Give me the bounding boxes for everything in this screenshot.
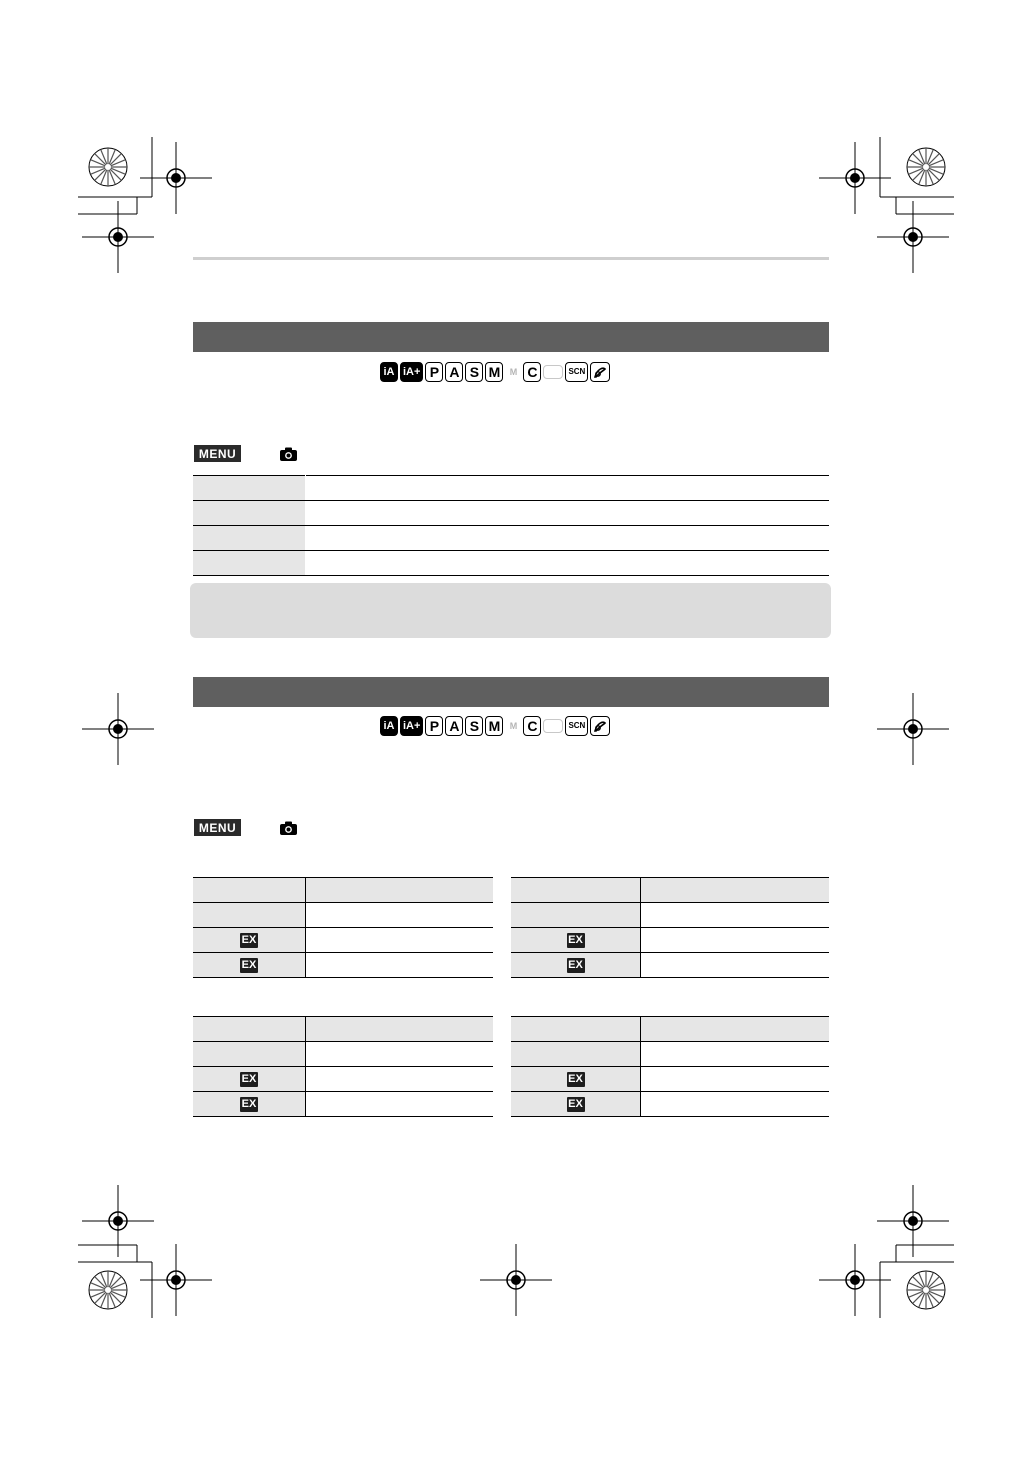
table-row xyxy=(193,476,829,501)
table-cell xyxy=(511,903,641,928)
table-cell xyxy=(306,1042,494,1067)
crop-mark-bottom-right xyxy=(819,1185,954,1318)
table-header-cell xyxy=(193,878,306,903)
aperture-priority-icon: A xyxy=(445,716,463,736)
table-cell xyxy=(193,526,306,551)
creative-video-icon: M xyxy=(505,716,521,736)
section-1-mode-icons xyxy=(380,361,610,383)
program-ae-icon: P xyxy=(425,362,443,382)
table-row xyxy=(193,1042,493,1067)
table-cell xyxy=(511,1092,641,1117)
crop-mark-mid-left xyxy=(82,693,154,765)
table-cell xyxy=(306,1067,494,1092)
table-cell xyxy=(193,1092,306,1117)
crop-mark-bottom-center xyxy=(480,1244,552,1316)
table-header-cell xyxy=(306,1017,494,1042)
table-header-cell xyxy=(193,1017,306,1042)
aperture-priority-icon: A xyxy=(445,362,463,382)
size-table-bottom-left xyxy=(193,1016,493,1117)
table-cell xyxy=(306,476,830,501)
custom-mode-icon: C xyxy=(523,716,541,736)
crop-mark-bottom-left xyxy=(78,1185,212,1318)
intelligent-auto-plus-icon: iA+ xyxy=(400,716,423,736)
creative-control-icon xyxy=(590,716,610,736)
menu-button-icon: MENU xyxy=(194,445,241,462)
intelligent-auto-icon: iA xyxy=(380,362,398,382)
table-cell xyxy=(641,928,830,953)
section-2-mode-icons xyxy=(380,715,610,737)
manual-exposure-icon: M xyxy=(485,362,503,382)
size-table-bottom-right xyxy=(511,1016,829,1117)
menu-button-icon: MENU xyxy=(194,819,241,836)
table-row xyxy=(193,953,493,978)
table-cell xyxy=(641,1067,830,1092)
section-1-settings-table xyxy=(193,475,829,576)
table-row xyxy=(193,501,829,526)
ex-icon: EX xyxy=(568,1098,583,1110)
ex-icon: EX xyxy=(568,1073,583,1085)
table-row xyxy=(511,1067,829,1092)
table-row xyxy=(511,1092,829,1117)
header-rule xyxy=(193,257,829,260)
table-row xyxy=(511,953,829,978)
table-row xyxy=(193,526,829,551)
scene-guide-icon: SCN xyxy=(565,716,588,736)
table-header-cell xyxy=(641,1017,830,1042)
section-2-title-bar xyxy=(193,677,829,707)
table-cell xyxy=(193,551,306,576)
section-1-title-bar xyxy=(193,322,829,352)
table-row xyxy=(193,1067,493,1092)
crop-mark-top-left xyxy=(78,137,212,273)
table-row xyxy=(511,903,829,928)
ex-icon: EX xyxy=(241,1098,257,1110)
table-row xyxy=(193,1017,493,1042)
table-cell xyxy=(306,551,830,576)
note-box xyxy=(190,583,831,638)
camera-icon xyxy=(280,447,297,461)
table-header-cell xyxy=(511,1017,641,1042)
table-cell xyxy=(641,1042,830,1067)
scene-guide-icon: SCN xyxy=(565,362,588,382)
crop-mark-top-right xyxy=(819,137,954,273)
table-cell xyxy=(306,953,494,978)
table-cell xyxy=(306,903,494,928)
intelligent-auto-icon: iA xyxy=(380,716,398,736)
table-cell xyxy=(306,526,830,551)
ex-icon: EX xyxy=(241,1073,257,1085)
table-row xyxy=(193,903,493,928)
table-cell xyxy=(306,1092,494,1117)
table-cell xyxy=(511,953,641,978)
camera-icon xyxy=(280,821,297,835)
table-row xyxy=(193,928,493,953)
ex-icon: EX xyxy=(568,959,583,971)
table-cell xyxy=(306,928,494,953)
table-cell xyxy=(193,928,306,953)
panorama-icon xyxy=(543,365,563,379)
table-cell xyxy=(641,903,830,928)
table-cell xyxy=(193,476,306,501)
table-row xyxy=(511,1042,829,1067)
size-table-top-left xyxy=(193,877,493,978)
ex-icon: EX xyxy=(568,934,583,946)
program-ae-icon: P xyxy=(425,716,443,736)
table-cell xyxy=(193,501,306,526)
table-row xyxy=(511,928,829,953)
table-cell xyxy=(511,1067,641,1092)
table-row xyxy=(193,878,493,903)
table-cell xyxy=(306,501,830,526)
table-cell xyxy=(193,953,306,978)
table-cell xyxy=(641,1092,830,1117)
table-cell xyxy=(193,1042,306,1067)
ex-icon: EX xyxy=(241,934,257,946)
table-cell xyxy=(193,1067,306,1092)
crop-mark-mid-right xyxy=(877,693,949,765)
table-row xyxy=(511,878,829,903)
table-cell xyxy=(511,928,641,953)
custom-mode-icon: C xyxy=(523,362,541,382)
creative-video-icon: M xyxy=(505,362,521,382)
creative-control-icon xyxy=(590,362,610,382)
table-header-cell xyxy=(511,878,641,903)
table-header-cell xyxy=(306,878,494,903)
table-row xyxy=(193,1092,493,1117)
shutter-priority-icon: S xyxy=(465,362,483,382)
intelligent-auto-plus-icon: iA+ xyxy=(400,362,423,382)
ex-icon: EX xyxy=(241,959,257,971)
table-row xyxy=(193,551,829,576)
table-header-cell xyxy=(641,878,830,903)
manual-exposure-icon: M xyxy=(485,716,503,736)
panorama-icon xyxy=(543,719,563,733)
table-cell xyxy=(193,903,306,928)
section-1-menu-path xyxy=(194,445,297,462)
table-cell xyxy=(511,1042,641,1067)
table-cell xyxy=(641,953,830,978)
table-row xyxy=(511,1017,829,1042)
section-2-menu-path xyxy=(194,819,297,836)
size-table-top-right xyxy=(511,877,829,978)
shutter-priority-icon: S xyxy=(465,716,483,736)
